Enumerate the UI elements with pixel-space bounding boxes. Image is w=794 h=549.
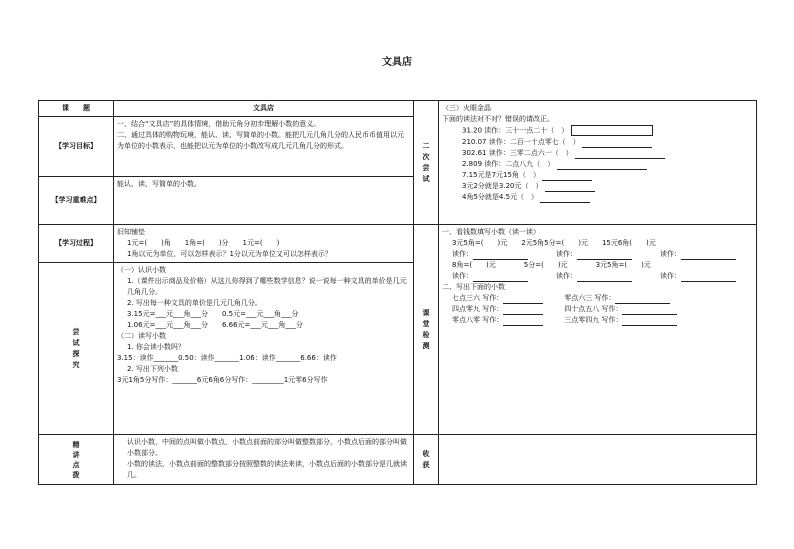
gain-content xyxy=(439,435,757,485)
refine-content: 认识小数，中间的点叫做小数点，小数点前面的部分叫做整数部分，小数点后面的部分叫做小数部分。 小数的读法，小数点前面的整数部分按照整数的读法来读，小数点后面的小数部分是几就读几。 xyxy=(114,435,414,485)
review-content: 旧知铺垫 1元=( )角 1角=( )分 1元=( ) 1角以元为单位，可以怎样表示？1分以元为单位又可以怎样表示？ xyxy=(114,225,414,263)
explore-label: 尝 试 探 究 xyxy=(39,263,114,435)
topic-value: 文具店 xyxy=(114,101,414,117)
document-title: 文具店 xyxy=(382,57,412,68)
class-check-content: 一、看钱数填写小数（读一读） 3元5角=( )元 2元5角5分=( )元 15元6角( )元 读作： 读作： 读作： 8角=( )元 5分=( )元 3元5角=( )元 读作： 读作： 读作： 二、写出下面的小数 七点三六 写作： 零点六三 写作： 四点零九 写作： 四十点五八 写作： 零点八零 写作： 三点零四九 写作： xyxy=(439,225,757,435)
goals-label: 【学习目标】 xyxy=(39,117,114,177)
process-label: 【学习过程】 xyxy=(39,225,114,263)
refine-label: 精 讲 点 拨 xyxy=(39,435,114,485)
answer-box xyxy=(571,125,653,136)
second-try-label: 二 次 尝 试 xyxy=(414,101,439,225)
explore-content: （一）认识小数 1.（课件出示商品及价格）从这儿你得到了哪些数学信息？说一说每一种文具的单价是几元几角几分。 2. 写出每一种文具的单价是几元几角几分。 3.15元=___元___角___分 0.5元=___元___角___分 1.06元=___元___角___分 6.66元=___元___角___分 （二）读写小数 1. 你会读小数吗？ 3.15：读作_______0.50：读作_______1.06：读作_______6.66：读作 2. 写出下列小数 3元1角5分写作：_______6元6角6分写作：_________1元零6分写作 xyxy=(114,263,414,435)
class-check-label: 课 堂 检 测 xyxy=(414,225,439,435)
gain-label: 收 获 xyxy=(414,435,439,485)
keypoints-label: 【学习重难点】 xyxy=(39,177,114,225)
goals-content: 一、结合“文具店”的具体情境，借助元角分初步理解小数的意义。 二、通过具体的购物玩境，能认、读、写简单的小数。能把几元几角几分的人民币币值用以元为单位的小数表示，也能把以元为单位的小数改写成几元几角几分的形式。 xyxy=(114,117,414,177)
keypoints-content: 能认、读、写简单的小数。 xyxy=(114,177,414,225)
second-try-content: （三）火眼金晶 下面的读法对不对？错误的请改正。 31.20 读作：三十一点二十（ ） 210.07 读作：二百一十点零七（ ） 302.61 读作：三零二点六一（ ） 2.809 读作：二点八九（ ） 7.15元是7元15角（ ） 3元2分就是3.20元（ ） 4角5分就是4.5元（ ） xyxy=(439,101,757,225)
topic-label: 课 题 xyxy=(39,101,114,117)
lesson-plan-table xyxy=(38,100,757,485)
